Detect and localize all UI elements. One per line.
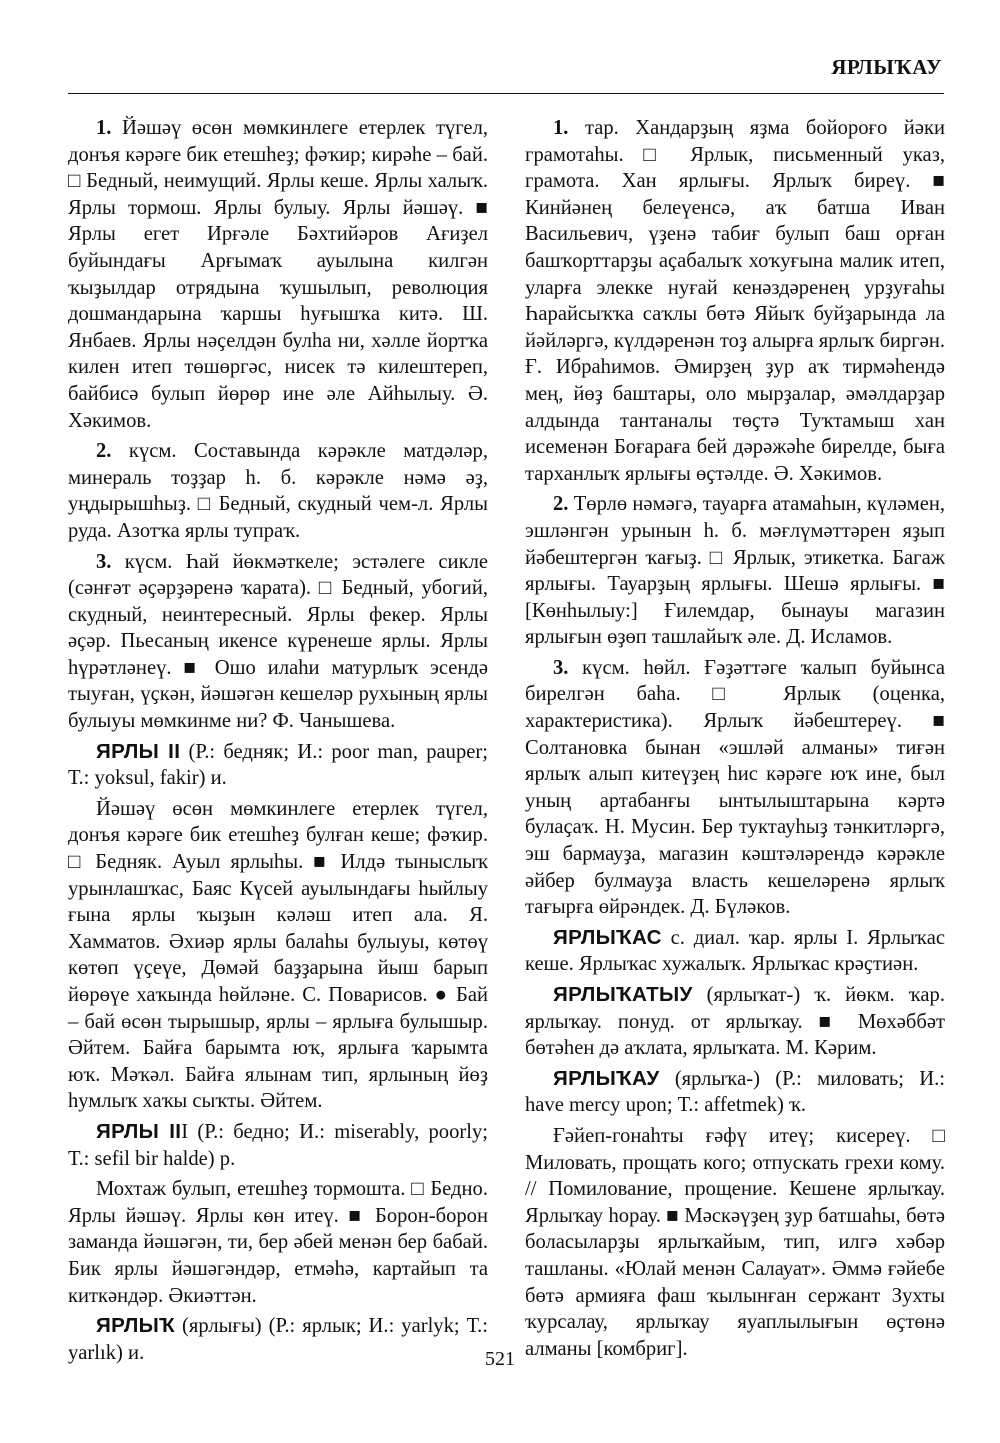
running-head: ЯРЛЫҠАУ <box>831 55 942 79</box>
header-rule <box>68 93 944 94</box>
entry-yarly-sense-2: 2. күсм. Составында кәрәкле матдәләр, минераль тоҙҙар һ. б. кәрәкле нәмә әҙ, уңдырышһыҙ. □ Бедный, скудный чем-л. Ярлы руда. Азотҡа ярлы тупраҡ. <box>68 440 488 542</box>
headword-yarlykatyu: ЯРЛЫҠАТЫУ (ярлыҡат-) ҡ. йөкм. ҡар. ярлыҡау. понуд. от ярлыҡау. ■ Мөхәббәт бөтәһен дә аҡлата, ярлыҡата. М. Кәрим. <box>525 983 945 1060</box>
entry-yarly-3-sense: Мохтаж булып, етешһеҙ тормошта. □ Бедно. Ярлы йәшәү. Ярлы көн итеү. ■ Борон-борон заманда йәшәгән, ти, бер әбей менән бер бабай. Бик ярлы йәшәгәндәр, етмәһә, картайып та киткәндәр. Әкиәттән. <box>68 1178 488 1307</box>
entry-yarlyk-sense-2: 2. Төрлө нәмәгә, тауарға атамаһын, күләмен, эшләнгән урынын һ. б. мәғлүмәттәрен яҙып йәбештергән ҡағыҙ. □ Ярлык, этикетка. Багаж ярлығы. Тауарҙың ярлығы. Шешә ярлығы. ■ [Көнһылыу:] Ғилемдар, бынауы магазин ярлығын өҙөп ташлайыҡ әле. Д. Исламов. <box>525 493 945 649</box>
entry-yarlyk-sense-1: 1. тар. Хандарҙың яҙма бойороғо йәки грамотаһы. □ Ярлык, письменный указ, грамота. Хан ярлығы. Ярлыҡ биреү. ■ Кинйәнең белеүенсә, аҡ батша Иван Васильевич, үҙенә табиғ булып баш орған башҡорттарҙы аҫабалыҡ хоҡуғына малик итеп, уларға элекке нуғай кенәздәренең урҙуғаһы Һарайсыҡҡа саҡлы бөтә Яйыҡ буйҙарында ла йәйләргә, күлдәренән тоҙ алырға ярлыҡ биргән. Ғ. Ибраһимов. Әмирҙең ҙур аҡ тирмәһендә мең, йөҙ баштары, оло мырҙалар, әмәлдарҙар алдында тантаналы төҫтә Туҡтамыш хан исеменән Боғараға бей дәрәжәһе бирелде, быға тарханлыҡ ярлығы өҫтәлде. Ә. Хәкимов. <box>525 117 945 485</box>
entry-yarlykau-sense: Ғәйеп-гонаһты ғәфү итеү; кисереү. □ Миловать, прощать кого; отпускать грехи кому. // Помилование, прощение. Кешене ярлыҡау. Ярлыҡау һорау. ■ Мәскәүҙең ҙур батшаһы, бөтә боласыларҙы ярлыҡайым, тип, илгә хәбәр ташланы. «Юлай менән Салауат». Әммә ғәйебе бөтә армияға фаш ҡылынған сержант Зухты ҡурсалау, ярлыҡау яуаплылығын өҫтөнә алманы [комбриг]. <box>525 1124 945 1360</box>
left-column <box>68 115 488 1370</box>
headword-yarlykas: ЯРЛЫҠАС с. диал. ҡар. ярлы I. Ярлыҡас кеше. Ярлыҡас хужалыҡ. Ярлыҡас крәҫтиән. <box>525 925 945 976</box>
headword-yarlykau: ЯРЛЫҠАУ (ярлыҡа-) (Р.: миловать; И.: have mercy upon; Т.: affetmek) ҡ. <box>525 1066 945 1117</box>
entry-yarlyk-sense-3: 3. күсм. һөйл. Ғәҙәттәге ҡалып буйынса бирелгән баһа. □ Ярлык (оценка, характеристика). Ярлыҡ йәбештереү. ■ Солтановка бынан «эшләй алманы» тиғән ярлыҡ алып китеүҙең һис кәрәге юҡ ине, был уның артабанғы ынтылыштарына кәртә булаҫаҡ. Н. Мусин. Бер туктауһыҙ тәнкитләргә, эш бармауҙа, магазин кәштәләрендә кәрәкле әйбер булмауҙа власть кешеләренә ярлыҡ тағырға өйрәндек. Д. Бүләков. <box>525 656 945 919</box>
page-number: 521 <box>485 1348 515 1370</box>
entry-yarly-sense-1: 1. Йәшәү өсөн мөмкинлеге етерлек түгел, донъя кәрәге бик етешһеҙ; фәҡир; кирәһе – бай. □ Бедный, неимущий. Ярлы кеше. Ярлы халыҡ. Ярлы тормош. Ярлы булыу. Ярлы йәшәү. ■ Ярлы егет Ирғәле Бәхтийәров Ағиҙел буйындағы Арғымаҡ ауылына килгән ҡыҙылдар отрядына ҡушылып, революция дошмандарына ҡаршы һуғышҡа китә. Ш. Янбаев. Ярлы нәҫелдән булһа ни, хәлле йортҡа килен итеп төшөргәс, нисек тә килештереп, байбисә булып йөрөр ине әле Айһылыу. Ә. Хәкимов. <box>68 117 488 432</box>
entry-yarly-sense-3: 3. күсм. Һай йөкмәткеле; эстәлеге сикле (сәнғәт әҫәрҙәренә ҡарата). □ Бедный, убогий, скудный, неинтересный. Ярлы фекер. Ярлы әҫәр. Пьесаның икенсе күренеше ярлы. Ярлы һүрәтләнеү. ■ Ошо илаһи матурлыҡ эсендә тыуған, үҫкән, йәшәгән кешеләр рухының ярлы булыуы мөмкинме ни? Ф. Чанышева. <box>68 550 488 733</box>
headword-yarlyk: ЯРЛЫҠ (ярлығы) (Р.: ярлык; И.: yarlyk; Т.: yarlık) и. <box>68 1314 488 1364</box>
headword-yarly-2: ЯРЛЫ II (Р.: бедняк; И.: poor man, pauper; Т.: yoksul, fakir) и. <box>68 739 488 790</box>
right-column <box>525 115 945 1366</box>
entry-yarly-2-sense: Йәшәү өсөн мөмкинлеге етерлек түгел, донъя кәрәге бик етешһеҙ булған кеше; фәҡир. □ Бедняк. Ауыл ярлыһы. ■ Илдә тыныслыҡ урынлашҡас, Баяс Күсей ауылындағы һыйлыу ғына ярлы ҡыҙын кәләш итеп ала. Я. Хамматов. Әхиәр ярлы балаһы булыуы, көтөү көтөп үҫеүе, Дөмәй баҙҙарына йыш барып йөрөүе хаҡында һөйләне. С. Поварисов. ● Бай – бай өсөн тырышыр, ярлы – ярлыға булышыр. Әйтем. Байға барымта юҡ, ярлыға ҡарымта юҡ. Мәҡәл. Байға ялынам тип, ярлының йөҙ һумлыҡ хаҡы сыҡты. Әйтем. <box>68 797 488 1113</box>
headword-yarly-3: ЯРЛЫ III (Р.: бедно; И.: miserably, poorly; Т.: sefil bir halde) р. <box>68 1119 488 1170</box>
